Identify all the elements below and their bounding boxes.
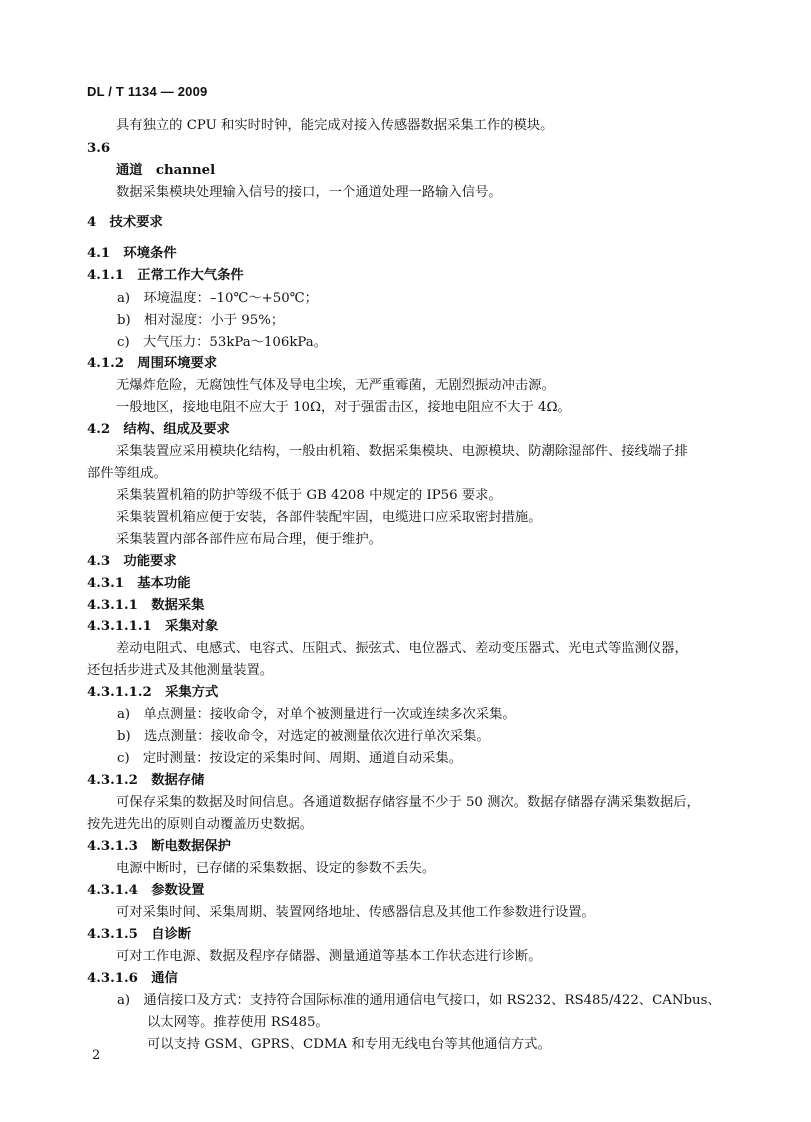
section-heading: 4.3 功能要求 — [87, 554, 177, 569]
section-heading: 4.1.1 正常工作大气条件 — [87, 268, 244, 283]
list-item: a) 环境温度：–10℃～+50℃； — [117, 291, 318, 306]
text-line: 以太网等。推荐使用 RS485。 — [147, 1015, 329, 1030]
page-number: 2 — [92, 1048, 101, 1063]
list-item: b) 选点测量：接收命令，对选定的被测量依次进行单次采集。 — [117, 729, 490, 744]
text-line: 按先进先出的原则自动覆盖历史数据。 — [87, 817, 314, 832]
section-heading: 4.3.1.1.1 采集对象 — [87, 619, 219, 634]
list-item: a) 单点测量：接收命令，对单个被测量进行一次或连续多次采集。 — [117, 707, 516, 722]
text-line: 可对采集时间、采集周期、装置网络地址、传感器信息及其他工作参数进行设置。 — [116, 905, 595, 920]
text-line: 具有独立的 CPU 和实时时钟，能完成对接入传感器数据采集工作的模块。 — [116, 118, 554, 133]
text-line: 还包括步进式及其他测量装置。 — [87, 663, 274, 678]
section-heading: 4.3.1.1.2 采集方式 — [87, 685, 219, 700]
text-line: 可以支持 GSM、GPRS、CDMA 和专用无线电台等其他通信方式。 — [147, 1037, 551, 1052]
text-line: 可保存采集的数据及时间信息。各通道数据存储容量不少于 50 测次。数据存储器存满采集数据后， — [116, 795, 700, 810]
text-line: 采集装置机箱应便于安装，各部件装配牢固，电缆进口应采取密封措施。 — [116, 510, 542, 525]
text-line: 电源中断时，已存储的采集数据、设定的参数不丢失。 — [116, 861, 436, 876]
text-line: 采集装置机箱的防护等级不低于 GB 4208 中规定的 IP56 要求。 — [116, 488, 502, 503]
section-heading: 4.3.1.2 数据存储 — [87, 773, 205, 788]
section-heading: 4.3.1.3 断电数据保护 — [87, 839, 231, 854]
term-heading: 通道 channel — [116, 163, 216, 178]
text-line: 差动电阻式、电感式、电容式、压阻式、振弦式、电位器式、差动变压器式、光电式等监测仪器， — [116, 641, 688, 656]
section-heading: 4.1 环境条件 — [87, 246, 177, 261]
section-heading: 4.3.1.1 数据采集 — [87, 598, 205, 613]
clause-number: 3.6 — [87, 141, 111, 156]
text-line: 采集装置内部各部件应布局合理，便于维护。 — [116, 532, 382, 547]
section-heading: 4.3.1 基本功能 — [87, 576, 191, 591]
text-line: 数据采集模块处理输入信号的接口，一个通道处理一路输入信号。 — [116, 185, 502, 200]
text-line: 可对工作电源、数据及程序存储器、测量通道等基本工作状态进行诊断。 — [116, 949, 542, 964]
text-line: 采集装置应采用模块化结构，一般由机箱、数据采集模块、电源模块、防潮除湿部件、接线端子排 — [116, 444, 688, 459]
section-heading: 4.2 结构、组成及要求 — [87, 422, 230, 437]
list-item: a) 通信接口及方式：支持符合国际标准的通用通信电气接口，如 RS232、RS485/422、CANbus、 — [117, 993, 721, 1008]
text-line: 部件等组成。 — [87, 466, 167, 481]
list-item: c) 大气压力：53kPa～106kPa。 — [117, 335, 327, 350]
section-heading: 4.1.2 周围环境要求 — [87, 356, 218, 371]
document-code-header: DL / T 1134 — 2009 — [87, 84, 208, 99]
text-line: 一般地区，接地电阻不应大于 10Ω，对于强雷击区，接地电阻应不大于 4Ω。 — [116, 400, 571, 415]
list-item: c) 定时测量：按设定的采集时间、周期、通道自动采集。 — [117, 751, 463, 766]
list-item: b) 相对湿度：小于 95%； — [117, 313, 285, 328]
section-heading: 4 技术要求 — [87, 215, 163, 230]
text-line: 无爆炸危险，无腐蚀性气体及导电尘埃，无严重霉菌，无剧烈振动冲击源。 — [116, 378, 555, 393]
section-heading: 4.3.1.6 通信 — [87, 971, 178, 986]
section-heading: 4.3.1.4 参数设置 — [87, 883, 205, 898]
section-heading: 4.3.1.5 自诊断 — [87, 927, 192, 942]
